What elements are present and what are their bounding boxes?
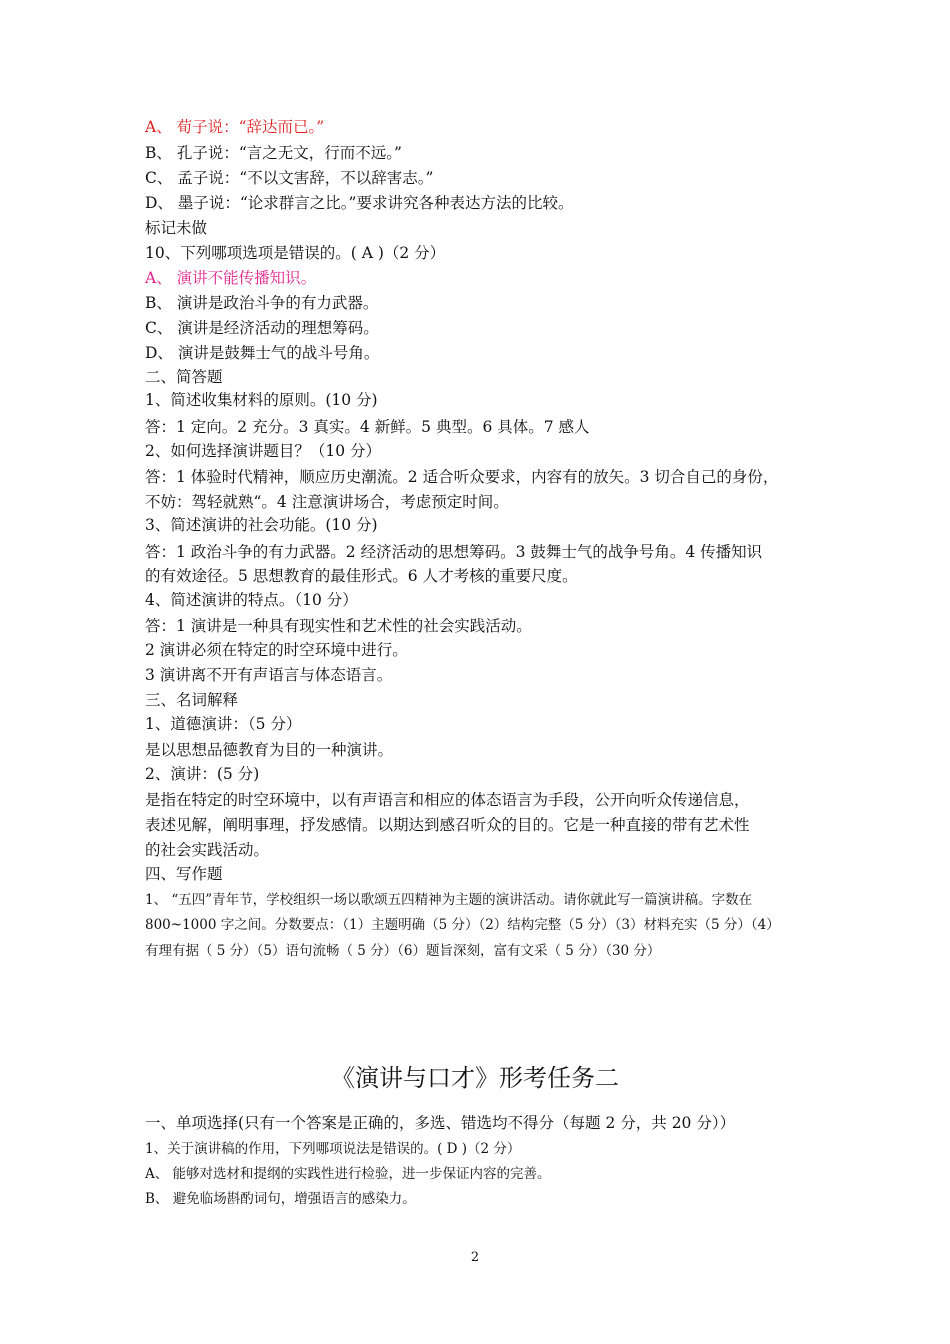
question-line: 800~1000 字之间。分数要点：（1）主题明确（5 分）（2）结构完整（5 分）（3）材料充实（5 分）（4） — [145, 917, 780, 933]
option-line: A、 荀子说：“辞达而已。” — [145, 118, 325, 136]
option-line: B、 演讲是政治斗争的有力武器。 — [145, 294, 379, 312]
option-line: A、 能够对选材和提纲的实践性进行检验，进一步保证内容的完善。 — [145, 1166, 551, 1182]
answer-line: 3 演讲离不开有声语言与体态语言。 — [145, 666, 393, 684]
option-line: C、 演讲是经济活动的理想筹码。 — [145, 319, 379, 337]
option-line: D、 墨子说：“论求群言之比。”要求讲究各种表达方法的比较。 — [145, 194, 574, 212]
answer-line: 表述见解，阐明事理，抒发感情。以期达到感召听众的目的。它是一种直接的带有艺术性 — [145, 816, 750, 834]
section-heading: 二、简答题 — [145, 368, 223, 386]
answer-line: 是以思想品德教育为目的一种演讲。 — [145, 741, 394, 759]
question-line: 3、简述演讲的社会功能。(10 分) — [145, 516, 378, 534]
question-line: 1、关于演讲稿的作用，下列哪项说法是错误的。( D )（2 分） — [145, 1141, 521, 1157]
answer-line: 答：1 定向。2 充分。3 真实。4 新鲜。5 典型。6 具体。7 感人 — [145, 418, 590, 436]
answer-line: 的有效途径。5 思想教育的最佳形式。6 人才考核的重要尺度。 — [145, 567, 578, 585]
question-line: 2、演讲：(5 分) — [145, 765, 260, 783]
question-line: 1、 “五四”青年节，学校组织一场以歌颂五四精神为主题的演讲活动。请你就此写一篇演讲稿。字数在 — [145, 892, 753, 908]
option-line: B、 孔子说：“言之无文，行而不远。” — [145, 144, 402, 162]
answer-line: 是指在特定的时空环境中，以有声语言和相应的体态语言为手段，公开向听众传递信息， — [145, 791, 750, 809]
answer-line: 答：1 演讲是一种具有现实性和艺术性的社会实践活动。 — [145, 617, 532, 635]
answer-line: 不妨：驾轻就熟“。4 注意演讲场合，考虑预定时间。 — [145, 493, 509, 511]
option-line: A、 演讲不能传播知识。 — [145, 269, 317, 287]
option-line: B、 避免临场斟酌词句，增强语言的感染力。 — [145, 1191, 416, 1207]
page-number: 2 — [470, 1250, 480, 1265]
answer-line: 答：1 体验时代精神，顺应历史潮流。2 适合听众要求，内容有的放矢。3 切合自己的身份， — [145, 468, 779, 486]
option-line: D、 演讲是鼓舞士气的战斗号角。 — [145, 344, 380, 362]
question-line: 4、简述演讲的特点。（10 分） — [145, 591, 358, 609]
question-line: 2、如何选择演讲题目？（10 分） — [145, 442, 382, 460]
page-title: 《演讲与口才》形考任务二 — [331, 1064, 619, 1092]
question-line: 1、道德演讲：（5 分） — [145, 715, 302, 733]
mark-note: 标记未做 — [145, 219, 208, 237]
answer-line: 2 演讲必须在特定的时空环境中进行。 — [145, 641, 408, 659]
section-heading: 一、单项选择(只有一个答案是正确的，多选、错选均不得分（每题 2 分，共 20 分）） — [145, 1114, 736, 1132]
answer-line: 答：1 政治斗争的有力武器。2 经济活动的思想筹码。3 鼓舞士气的战争号角。4 传播知识 — [145, 543, 763, 561]
section-heading: 三、名词解释 — [145, 691, 239, 709]
answer-line: 的社会实践活动。 — [145, 841, 270, 859]
question-line: 1、简述收集材料的原则。(10 分) — [145, 391, 378, 409]
question-line: 10、下列哪项选项是错误的。( A )（2 分） — [145, 244, 446, 262]
section-heading: 四、写作题 — [145, 865, 223, 883]
question-line: 有理有据（ 5 分）（5）语句流畅（ 5 分）（6）题旨深刻，富有文采（ 5 分）（30 分） — [145, 943, 661, 959]
option-line: C、 孟子说：“不以文害辞，不以辞害志。” — [145, 169, 434, 187]
